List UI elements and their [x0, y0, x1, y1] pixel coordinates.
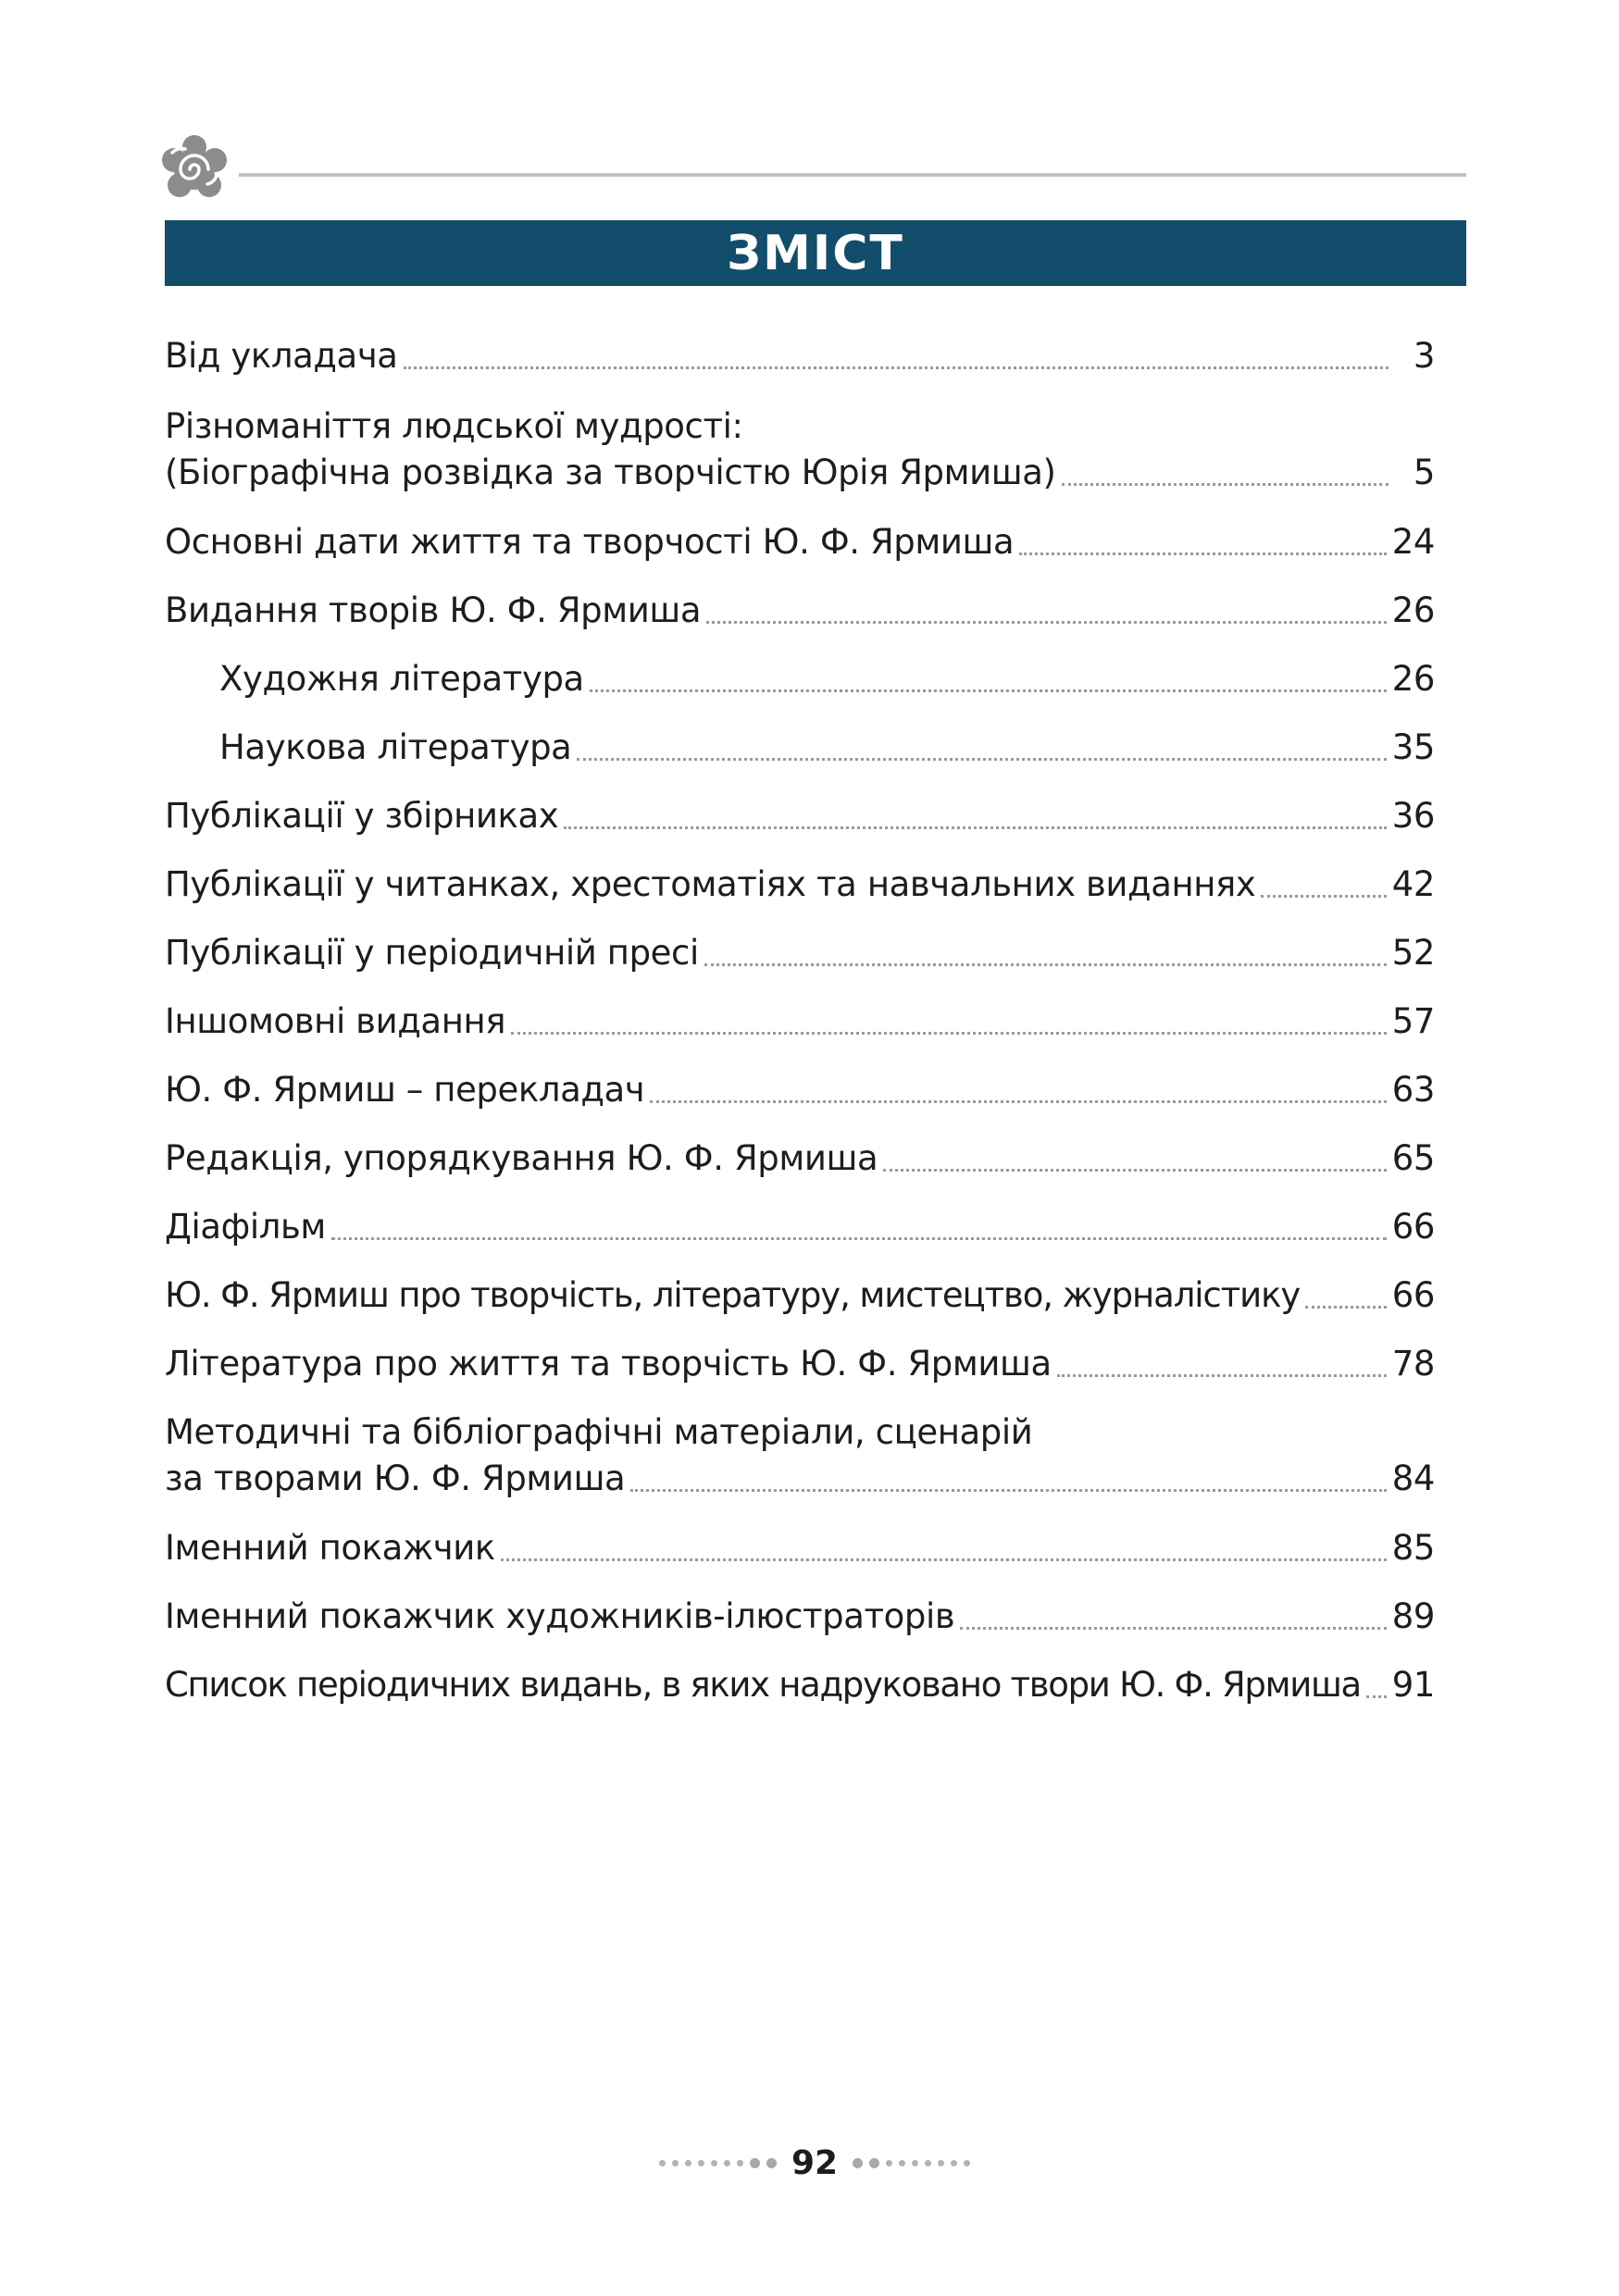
toc-entry[interactable] [165, 519, 1435, 565]
page-footer [639, 2140, 990, 2186]
dot-leader [650, 1100, 1386, 1103]
toc-entry-label: (Біографічна розвідка за творчістю Юрія Ярмиша) [165, 453, 1056, 492]
toc-entry[interactable] [165, 999, 1435, 1045]
dot-leader [1305, 1306, 1387, 1309]
toc-entry-label: Наукова література [219, 727, 572, 767]
dot-leader [630, 1489, 1386, 1492]
dot-leader [331, 1237, 1387, 1240]
page-title: ЗМІСТ [727, 225, 904, 281]
dot-leader [706, 621, 1387, 624]
toc-entry-label: Публікації у періодичній пресі [165, 933, 699, 973]
dot-leader [1261, 895, 1386, 898]
page-number: 92 [791, 2143, 839, 2182]
dot-leader [404, 366, 1389, 369]
toc-entry-page: 5 [1413, 453, 1435, 492]
dot-leader [590, 689, 1387, 692]
toc-entry-label: Діафільм [165, 1207, 326, 1247]
toc-entry-page: 84 [1391, 1458, 1435, 1498]
toc-entry-label: Публікації у читанках, хрестоматіях та навчальних виданнях [165, 864, 1256, 904]
toc-entry[interactable] [165, 1341, 1435, 1387]
toc-subentry[interactable] [219, 656, 1435, 702]
toc-entry-label: Від укладача [165, 336, 398, 376]
toc-entry-page: 24 [1391, 522, 1435, 562]
toc-entry-page: 52 [1391, 933, 1435, 973]
toc-entry[interactable] [165, 930, 1435, 976]
footer-dots-right [853, 2158, 970, 2168]
title-band [165, 220, 1466, 286]
toc-entry-label: Редакція, упорядкування Ю. Ф. Ярмиша [165, 1138, 878, 1178]
dot-leader [1019, 552, 1386, 555]
toc-entry-label: Публікації у збірниках [165, 796, 559, 836]
rose-ornament-icon [159, 134, 230, 205]
footer-dots-left [659, 2158, 777, 2168]
toc-entry-label: Іменний покажчик художників-ілюстраторів [165, 1596, 955, 1636]
dot-leader [1062, 483, 1389, 486]
toc-entry-label-line1: Різноманіття людської мудрості: [165, 406, 743, 446]
toc-entry-label: Література про життя та творчість Ю. Ф. Ярмиша [165, 1344, 1052, 1384]
toc-entry-page: 66 [1391, 1207, 1435, 1247]
toc-entry-label-line1: Методичні та бібліографічні матеріали, сценарій [165, 1412, 1033, 1452]
dot-leader [577, 758, 1386, 761]
toc-entry-page: 26 [1391, 590, 1435, 630]
toc-entry-page: 66 [1391, 1275, 1435, 1315]
toc-entry-label: за творами Ю. Ф. Ярмиша [165, 1458, 626, 1498]
toc-entry-page: 3 [1413, 336, 1435, 376]
toc-entry-label: Іменний покажчик [165, 1528, 495, 1568]
toc-entry-label: Ю. Ф. Ярмиш про творчість, літературу, мистецтво, журналістику [165, 1275, 1301, 1315]
dot-leader [511, 1032, 1387, 1035]
toc-entry-page: 91 [1391, 1665, 1435, 1705]
toc-entry-label: Видання творів Ю. Ф. Ярмиша [165, 590, 702, 630]
toc-entry-label: Список періодичних видань, в яких надруковано твори Ю. Ф. Ярмиша [165, 1665, 1361, 1705]
toc-entry-page: 35 [1391, 727, 1435, 767]
dot-leader [1366, 1695, 1387, 1698]
toc-entry-page: 78 [1391, 1344, 1435, 1384]
toc-entry[interactable] [165, 1272, 1435, 1319]
dot-leader [704, 963, 1387, 966]
dot-leader [1057, 1374, 1387, 1377]
toc-entry-page: 42 [1391, 864, 1435, 904]
toc-entry-label: Художня література [219, 659, 584, 699]
toc-entry[interactable] [165, 862, 1435, 908]
toc-entry[interactable] [165, 1067, 1435, 1113]
toc-entry-page: 65 [1391, 1138, 1435, 1178]
toc-entry-page: 57 [1391, 1001, 1435, 1041]
toc-entry-label: Основні дати життя та творчості Ю. Ф. Ярмиша [165, 522, 1015, 562]
toc-entry-page: 89 [1391, 1596, 1435, 1636]
toc-entry-label: Ю. Ф. Ярмиш – перекладач [165, 1070, 645, 1110]
toc-entry-page: 63 [1391, 1070, 1435, 1110]
toc-entry-page: 85 [1391, 1528, 1435, 1568]
dot-leader [564, 826, 1386, 829]
dot-leader [883, 1169, 1386, 1172]
toc-entry[interactable] [165, 1204, 1435, 1250]
dot-leader [501, 1558, 1387, 1561]
toc-entry[interactable] [165, 588, 1435, 634]
toc-entry[interactable] [165, 1594, 1435, 1640]
toc-entry[interactable] [165, 333, 1435, 379]
toc-subentry[interactable] [219, 725, 1435, 771]
toc-entry[interactable] [165, 1136, 1435, 1182]
toc-entry[interactable] [165, 403, 1435, 496]
toc-entry[interactable] [165, 793, 1435, 839]
dot-leader [960, 1627, 1386, 1630]
header-rule [239, 173, 1466, 177]
toc-entry-page: 36 [1391, 796, 1435, 836]
toc-entry[interactable] [165, 1525, 1435, 1571]
toc-entry-page: 26 [1391, 659, 1435, 699]
toc-entry-label: Іншомовні видання [165, 1001, 506, 1041]
toc-entry[interactable] [165, 1409, 1435, 1502]
toc-entry[interactable] [165, 1662, 1435, 1708]
